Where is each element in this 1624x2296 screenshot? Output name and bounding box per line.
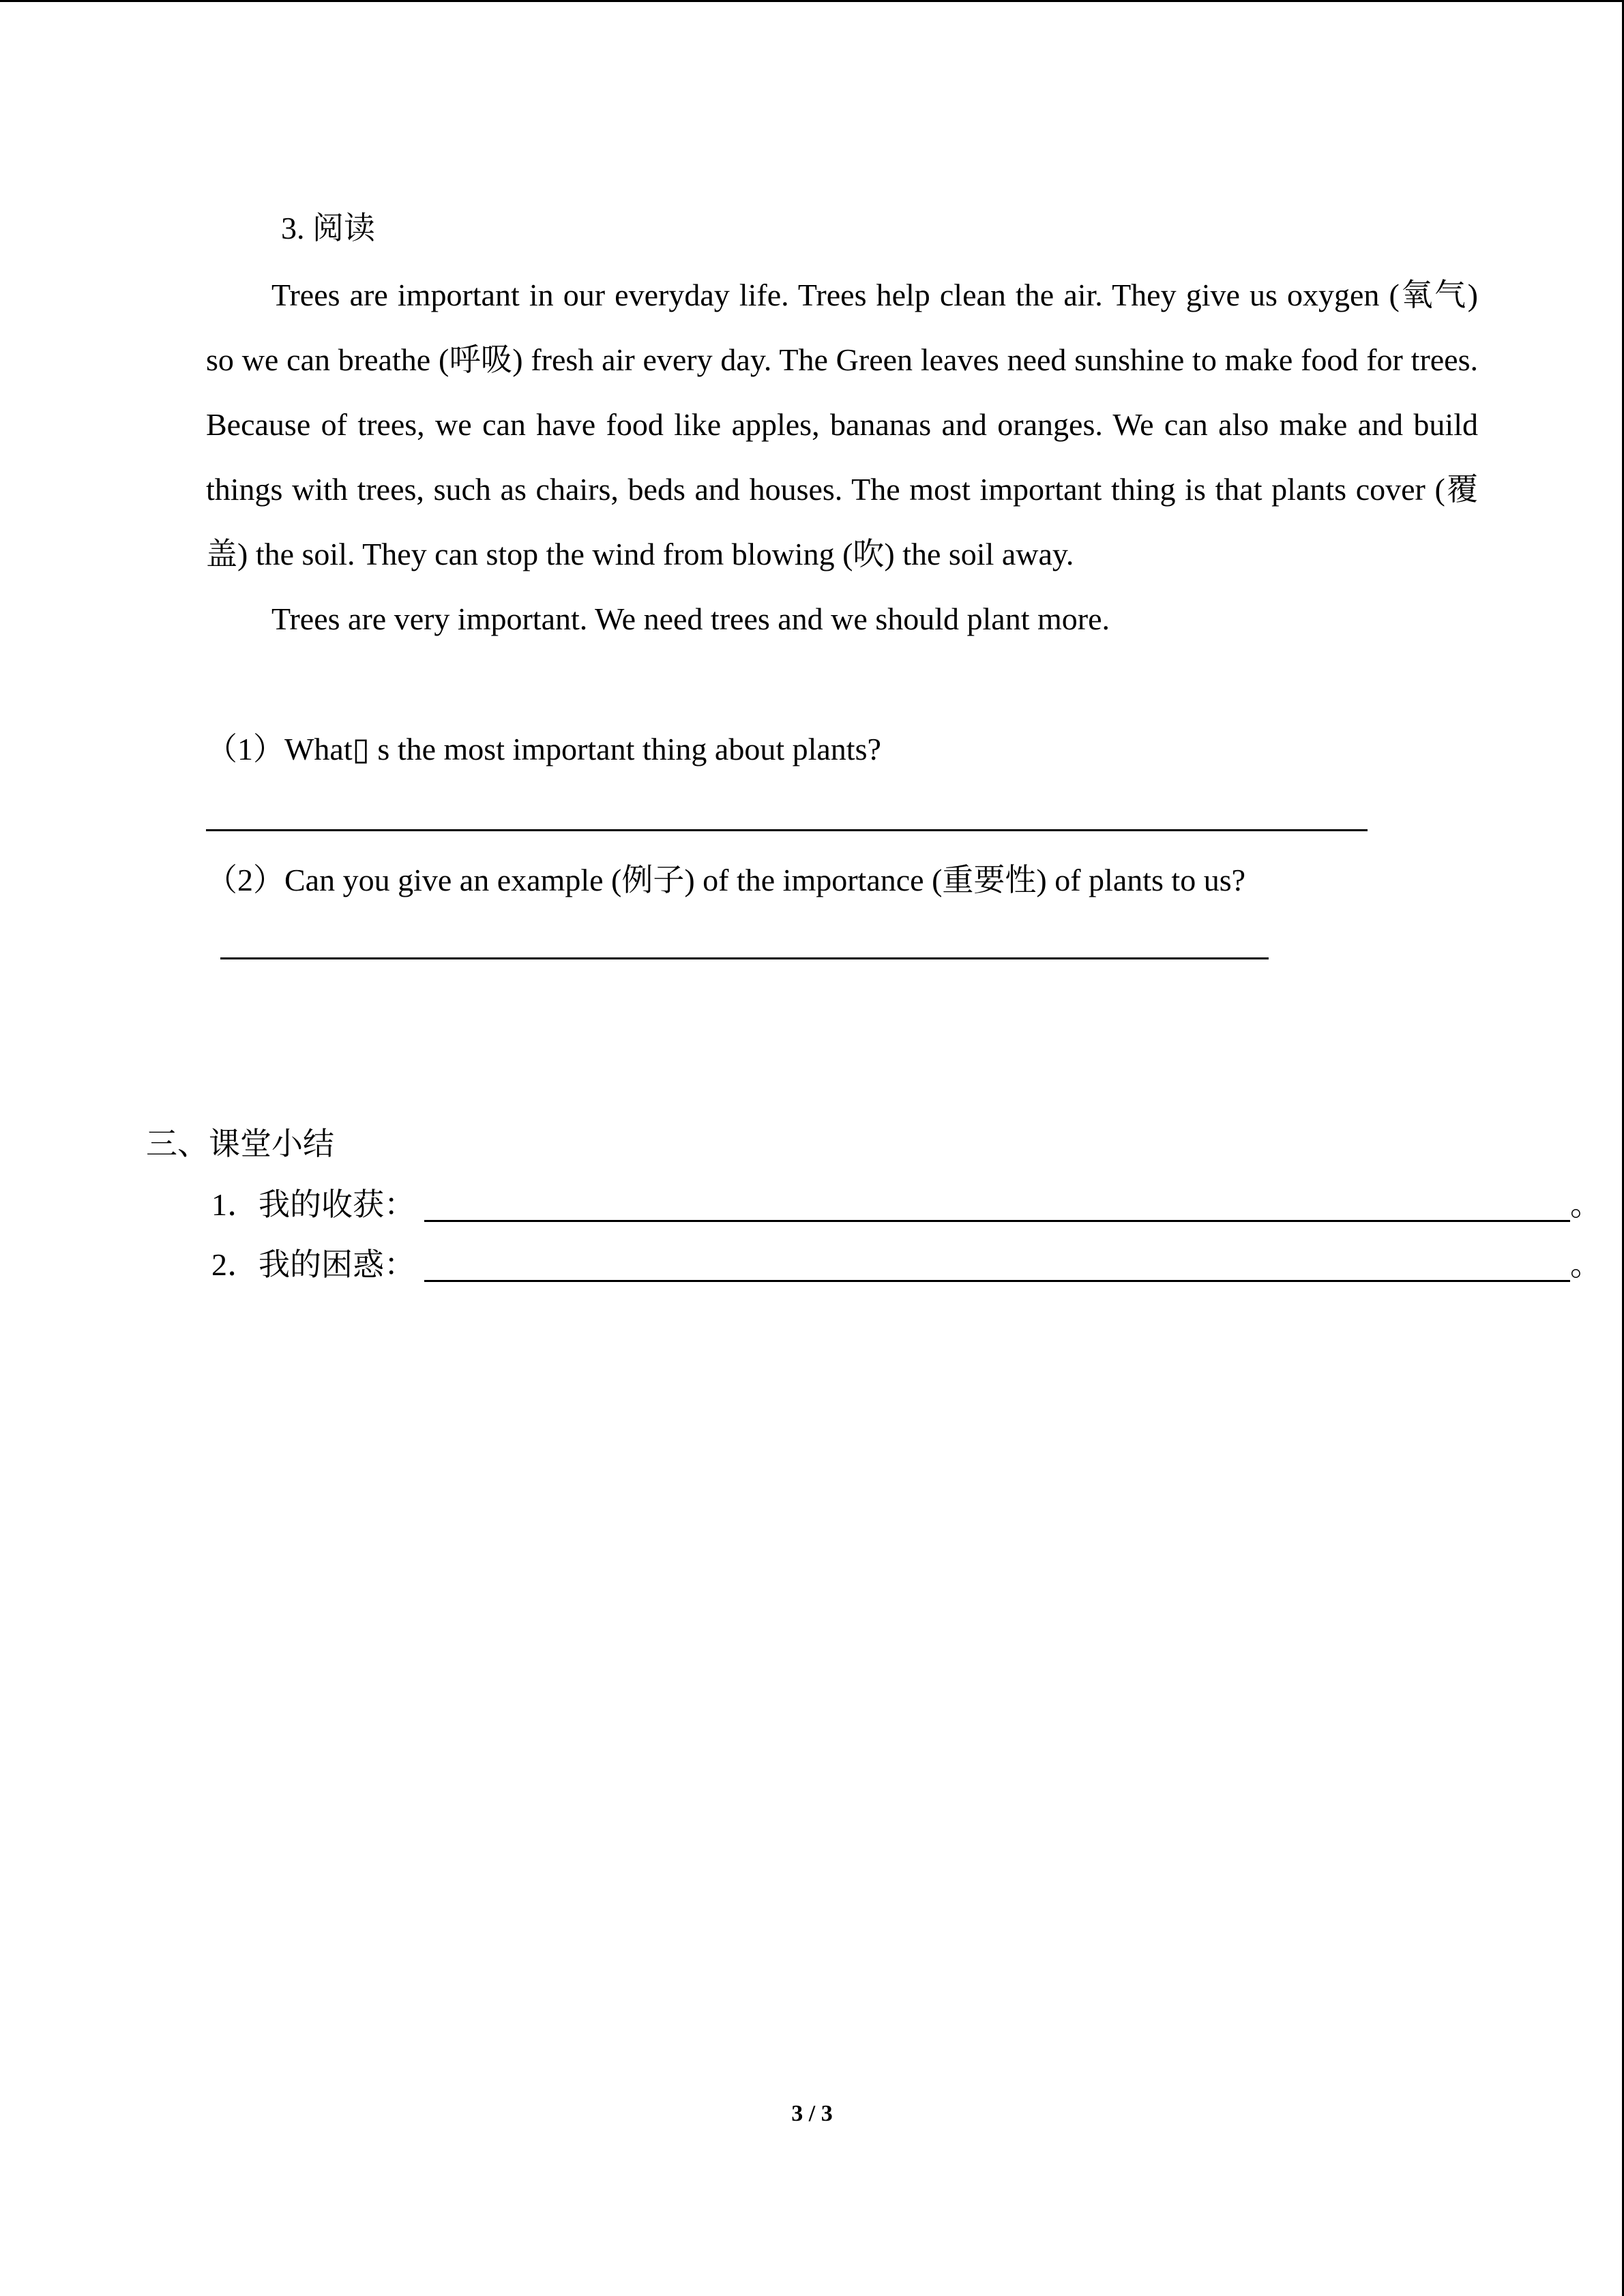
page-number: 3 / 3 xyxy=(791,2101,833,2126)
passage-paragraph-1: Trees are important in our everyday life. Trees help clean the air. They give us oxygen (氧气) so we can breathe (呼吸) fresh air every day. The Green leaves need sunshine to make food for trees. Because of trees, we can have food like apples, bananas and oranges. We can also make and build things with trees, such as chairs, beds and houses. The most important thing is that plants cover (覆盖) the soil. They can stop the wind from blowing (吹) the soil away. xyxy=(206,278,1478,571)
answer-line-1[interactable] xyxy=(206,829,1368,831)
summary-item-end-mark: 。 xyxy=(1570,1187,1601,1222)
question-2: （2）Can you give an example (例子) of the importance (重要性) of plants to us? xyxy=(206,863,1246,897)
summary-item-label: 2．我的困惑： xyxy=(211,1247,415,1282)
reading-passage xyxy=(206,263,1478,651)
summary-item-end-mark: 。 xyxy=(1570,1247,1601,1282)
question-1: （1）What▯ s the most important thing about plants? xyxy=(206,732,881,766)
summary-answer-line[interactable] xyxy=(424,1280,1570,1282)
summary-item-label: 1．我的收获： xyxy=(211,1187,415,1222)
page-top-border xyxy=(0,0,1624,2)
reading-heading: 3. 阅读 xyxy=(281,211,375,245)
summary-answer-line[interactable] xyxy=(424,1220,1570,1222)
answer-line-2[interactable] xyxy=(220,957,1269,959)
summary-heading: 三、课堂小结 xyxy=(146,1127,334,1161)
passage-paragraph-2: Trees are very important. We need trees and we should plant more. xyxy=(271,601,1110,636)
